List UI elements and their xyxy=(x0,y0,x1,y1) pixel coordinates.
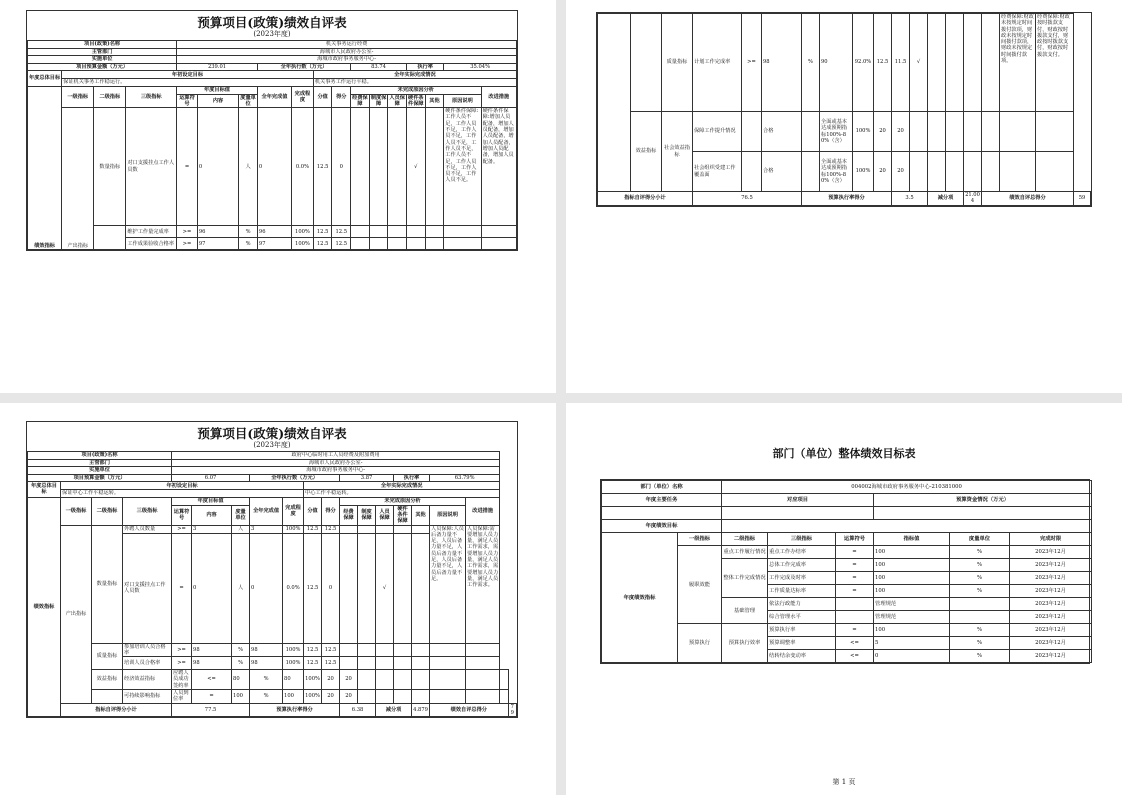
value-subtotal: 76.5 xyxy=(693,192,802,206)
label-bud: 预算资金情况（万元） xyxy=(874,494,1092,507)
page-subtitle: (2023年度) xyxy=(253,30,291,38)
row-val: 5 xyxy=(874,637,950,650)
row-deg: 0.0% xyxy=(283,533,304,643)
th-val: 指标值 xyxy=(874,533,950,546)
row-op: = xyxy=(836,624,874,637)
value-subtotal: 77.5 xyxy=(172,703,250,717)
th-score-max: 分值 xyxy=(313,86,332,108)
value-goal: 保证机关事务工作稳运行。 xyxy=(62,78,314,86)
row-l3: 应聘人员成功签约率 xyxy=(172,670,192,690)
value-proj: 机关事务运行经费 xyxy=(177,41,517,49)
row-l3: 结转结余变动率 xyxy=(768,650,836,663)
page-2 xyxy=(566,0,1122,393)
row-max: 12.5 xyxy=(304,643,322,657)
row-op: >= xyxy=(172,657,192,670)
row-score: 11.5 xyxy=(892,14,910,112)
row-op: = xyxy=(192,690,232,704)
value-total: 79 xyxy=(508,703,516,717)
row-val: 98 xyxy=(192,643,232,657)
row-max: 20 xyxy=(874,112,892,152)
page-1 xyxy=(0,0,556,393)
overall-target-table xyxy=(601,480,1092,663)
row-unit: % xyxy=(950,585,1010,598)
row-l3: 总体工作完成率 xyxy=(768,559,836,572)
th-reason: 未完成原因分析 xyxy=(340,497,466,505)
row-l3: 参加培训人员合格率 xyxy=(123,643,172,657)
row-time: 2023年12月 xyxy=(1010,650,1092,663)
row-val: 80 xyxy=(232,670,250,690)
value-minus: 4.879 xyxy=(412,703,430,717)
page-4 xyxy=(566,403,1122,795)
row-unit xyxy=(950,598,1010,611)
label-total: 绩效自评总得分 xyxy=(430,703,509,717)
row-deg: 100% xyxy=(283,657,304,670)
row-val: 100 xyxy=(232,690,250,704)
row-unit: 人 xyxy=(232,525,250,533)
th-score-max: 分值 xyxy=(304,497,322,525)
row-l3: 对口支援挂点工作人员数 xyxy=(123,533,172,643)
row-op: >= xyxy=(172,643,192,657)
cell-b4: 预算执行效率 xyxy=(722,624,768,663)
row-val: 0 xyxy=(192,533,232,643)
row-val: 管理规范 xyxy=(874,611,950,624)
row-val: 100 xyxy=(874,585,950,598)
th-content: 内容 xyxy=(192,505,232,525)
row-unit: % xyxy=(950,546,1010,559)
row-time: 2023年12月 xyxy=(1010,546,1092,559)
label-subtotal: 指标自评得分小计 xyxy=(61,703,172,717)
row-done: 3 xyxy=(250,525,283,533)
page-number: 第 1 页 xyxy=(832,778,856,786)
cell-social: 社会效益指标 xyxy=(662,112,693,192)
row-val: 合格 xyxy=(762,152,802,192)
row-op: <= xyxy=(836,650,874,663)
label-unit: 实施单位 xyxy=(28,56,177,64)
value-bud-score: 6.38 xyxy=(340,703,376,717)
row-improve: 硬件条件保障:增加人员配备，增加人员配备，增加人员配备，增加人员配备，增加人员配备，增加人员配备。 xyxy=(481,108,516,226)
row-done: 全面或基本达成预期指标100%-80%（含） xyxy=(820,152,853,192)
row-unit: % xyxy=(950,572,1010,585)
row-reason: 经费保障:财政未按规定时间拨付款项，财政未按规定时间拨付款项，财政未按规定时间拨付款项。 xyxy=(1000,14,1036,112)
row-score: 12.5 xyxy=(332,238,351,250)
cell-output: 产出指标 xyxy=(61,525,92,703)
row-score: 0 xyxy=(322,533,340,643)
th-r2: 制度保障 xyxy=(370,94,387,107)
row-max: 12.5 xyxy=(304,525,322,533)
row-time: 2023年12月 xyxy=(1010,572,1092,585)
th-l1: 一级指标 xyxy=(61,497,92,525)
label-unit: 实施单位 xyxy=(28,467,172,475)
row-unit: % xyxy=(239,238,258,250)
row-val: 3 xyxy=(192,525,232,533)
th-l2: 二级指标 xyxy=(92,497,123,525)
row-done: 80 xyxy=(283,670,304,690)
row-max: 12.5 xyxy=(304,657,322,670)
row-deg: 100% xyxy=(292,238,314,250)
cell-b2: 整体工作完成情况 xyxy=(722,559,768,598)
row-l2: 经济效益指标 xyxy=(123,670,172,690)
row-deg: 100% xyxy=(304,690,322,704)
label-unit: 部门（单位）名称 xyxy=(602,481,722,494)
row-op: = xyxy=(836,572,874,585)
row-val: 0 xyxy=(197,108,238,226)
value-total: 59 xyxy=(1074,192,1091,206)
th-r5: 其他 xyxy=(425,94,444,108)
row-op: = xyxy=(177,108,198,226)
row-unit: 人 xyxy=(232,533,250,643)
label-budget: 项目预算金额（万元） xyxy=(28,474,172,482)
label-rate: 执行率 xyxy=(407,63,444,71)
row-done: 100 xyxy=(283,690,304,704)
row-score: 20 xyxy=(892,152,910,192)
row-done: 98 xyxy=(250,657,283,670)
row-l3: 培训人员合格率 xyxy=(123,657,172,670)
value-bud-score: 3.5 xyxy=(892,192,928,206)
label-budget: 项目预算金额（万元） xyxy=(28,63,177,71)
th-degree: 完成程度 xyxy=(292,86,314,108)
row-done: 98 xyxy=(250,643,283,657)
th-target: 年度目标值 xyxy=(172,497,250,505)
row-score: 20 xyxy=(892,112,910,152)
row-op: <= xyxy=(836,637,874,650)
cell-effect: 效益指标 xyxy=(631,112,662,192)
row-max: 12.5 xyxy=(313,108,332,226)
cell-qty: 数量指标 xyxy=(92,525,123,643)
row-score: 20 xyxy=(340,670,358,690)
row-op: = xyxy=(836,546,874,559)
cell-b3: 基础管理 xyxy=(722,598,768,624)
value-exec: 83.74 xyxy=(351,63,407,71)
row-max: 20 xyxy=(322,670,340,690)
th-score: 得分 xyxy=(322,497,340,525)
row-check: √ xyxy=(376,533,394,643)
th-unit: 度量单位 xyxy=(232,505,250,525)
label-goal: 年度总体目标 xyxy=(28,482,61,497)
th-l3: 三级指标 xyxy=(126,86,177,108)
value-dept: 海城市人民政府办公室- xyxy=(172,459,500,467)
row-deg: 92.0% xyxy=(853,14,874,112)
row-deg: 100% xyxy=(853,112,874,152)
cell-qty: 数量指标 xyxy=(94,108,126,226)
page-title: 部门（单位）整体绩效目标表 xyxy=(772,447,916,460)
row-op: = xyxy=(172,533,192,643)
row-deg: 100% xyxy=(304,670,322,690)
label-dept: 主管部门 xyxy=(28,459,172,467)
row-reason: 人员保障:人员后备力量不足，人员后备力量不足，人员后备力量不足，人员后备力量不足，人员后备力量不足。 xyxy=(430,525,466,643)
row-val: 96 xyxy=(197,226,238,238)
row-l3: 维护工作量完成率 xyxy=(126,226,177,238)
label-dept: 主管部门 xyxy=(28,48,177,56)
label-perf: 绩效指标 xyxy=(28,497,61,717)
page-subtitle: (2023年度) xyxy=(253,441,291,449)
cell-b1: 重点工作履行情况 xyxy=(722,546,768,559)
value-exec: 3.87 xyxy=(340,474,394,482)
value-budget: 239.01 xyxy=(177,63,258,71)
row-l3: 重点工作办结率 xyxy=(768,546,836,559)
th-content: 内容 xyxy=(197,94,238,108)
row-unit: % xyxy=(950,559,1010,572)
value-unit: 海城市政府事务服务中心- xyxy=(172,467,500,475)
cell-quality: 质量指标 xyxy=(662,14,693,112)
row-deg: 100% xyxy=(283,643,304,657)
row-l3: 预算调整率 xyxy=(768,637,836,650)
label-perf: 年度绩效指标 xyxy=(602,533,678,663)
label-actual: 全年实际完成情况 xyxy=(313,71,516,79)
th-done: 全年完成值 xyxy=(250,497,283,525)
value-rate: 63.79% xyxy=(430,474,500,482)
row-score: 0 xyxy=(332,108,351,226)
label-total: 绩效自评总得分 xyxy=(982,192,1074,206)
page-3 xyxy=(0,403,556,795)
label-goal: 年度绩效目标 xyxy=(602,520,722,533)
row-deg: 100% xyxy=(283,525,304,533)
row-op: >= xyxy=(177,238,198,250)
row-l2: 可持续影响指标 xyxy=(123,690,172,704)
row-unit: % xyxy=(950,637,1010,650)
label-bud-score: 预算执行率得分 xyxy=(802,192,892,206)
th-r1: 经费保障 xyxy=(340,505,358,525)
th-op: 运算符号 xyxy=(172,505,192,525)
value-budget: 6.07 xyxy=(172,474,250,482)
label-proj: 项目(政策)名称 xyxy=(28,41,177,49)
label-perf: 绩效指标 xyxy=(28,86,62,250)
row-unit: % xyxy=(232,657,250,670)
th-l2: 二级指标 xyxy=(94,86,126,108)
row-deg: 100% xyxy=(853,152,874,192)
row-score: 12.5 xyxy=(332,226,351,238)
row-reason: 硬件条件保障:工作人员不足，工作人员不足，工作人员不足，工作人员不足，工作人员不足，工作人员不足，工作人员不足，工作人员不足，工作人员不足。 xyxy=(444,108,481,226)
row-done: 90 xyxy=(820,14,853,112)
label-exec: 全年执行数（万元） xyxy=(257,63,350,71)
row-val: 100 xyxy=(874,624,950,637)
row-time: 2023年12月 xyxy=(1010,624,1092,637)
row-unit: 人 xyxy=(239,108,258,226)
row-done: 96 xyxy=(257,226,291,238)
row-max: 12.5 xyxy=(304,533,322,643)
row-improve: 经费保障:财政按时拨款支付，财政按时拨款支付，财政按时拨款支付，财政按时拨款支付。 xyxy=(1036,14,1074,112)
row-unit: % xyxy=(950,624,1010,637)
row-val: 100 xyxy=(874,559,950,572)
label-task: 年度主要任务 xyxy=(602,494,722,507)
th-r4: 硬件条件保障 xyxy=(408,94,424,107)
label-minus: 减分项 xyxy=(928,192,964,206)
row-l3: 社会组织受建工作覆盖面 xyxy=(693,152,742,192)
row-check: √ xyxy=(910,14,928,112)
row-l3: 工作完成及时率 xyxy=(768,572,836,585)
row-score: 20 xyxy=(340,690,358,704)
row-done: 全面或基本达成预期指标100%-80%（含） xyxy=(820,112,853,152)
row-deg: 100% xyxy=(292,226,314,238)
row-unit: % xyxy=(250,670,283,690)
row-done: 0 xyxy=(250,533,283,643)
th-time: 完成时限 xyxy=(1010,533,1092,546)
th-score: 得分 xyxy=(332,86,351,108)
row-l3: 保障工作提升情况 xyxy=(693,112,742,152)
row-val: 管理规范 xyxy=(874,598,950,611)
th-r4: 硬件条件保障 xyxy=(394,505,412,525)
th-r3: 人员保障 xyxy=(376,505,394,525)
th-improve: 改进措施 xyxy=(466,497,500,525)
row-op: >= xyxy=(177,226,198,238)
th-l1: 一级指标 xyxy=(62,86,94,108)
th-op: 运算符号 xyxy=(177,94,198,108)
row-op: >= xyxy=(742,14,762,112)
th-op: 运算符号 xyxy=(836,533,874,546)
row-unit: % xyxy=(232,643,250,657)
row-unit: % xyxy=(802,14,820,112)
label-plan-goal: 年初设定目标 xyxy=(61,482,304,490)
th-improve: 改进措施 xyxy=(481,86,516,108)
row-l3: 外聘人员数量 xyxy=(123,525,172,533)
row-time: 2023年12月 xyxy=(1010,611,1092,624)
cell-quality: 质量指标 xyxy=(92,643,123,670)
row-unit: % xyxy=(250,690,283,704)
row-val: 100 xyxy=(874,546,950,559)
cell-effect: 效益指标 xyxy=(92,670,123,690)
th-r1: 经费保障 xyxy=(352,94,368,107)
label-minus: 减分项 xyxy=(376,703,412,717)
row-max: 12.5 xyxy=(874,14,892,112)
row-val: 97 xyxy=(197,238,238,250)
row-val: 98 xyxy=(192,657,232,670)
row-op: = xyxy=(836,585,874,598)
th-r6: 原因说明 xyxy=(444,94,481,108)
value-actual: 中心工作平稳运转。 xyxy=(304,489,500,497)
row-done: 97 xyxy=(257,238,291,250)
row-unit: % xyxy=(239,226,258,238)
row-max: 12.5 xyxy=(313,238,332,250)
row-op: = xyxy=(836,559,874,572)
th-r2: 制度保障 xyxy=(358,505,376,525)
row-val: 合格 xyxy=(762,112,802,152)
row-l3: 综合管理水平 xyxy=(768,611,836,624)
row-unit: % xyxy=(950,650,1010,663)
row-deg: 0.0% xyxy=(292,108,314,226)
label-bud-score: 预算执行率得分 xyxy=(250,703,340,717)
row-done: 0 xyxy=(257,108,291,226)
cell-a1: 履职效能 xyxy=(678,546,722,624)
row-unit xyxy=(950,611,1010,624)
row-score: 12.5 xyxy=(322,643,340,657)
page-title: 预算项目(政策)绩效自评表 xyxy=(197,426,347,441)
row-max: 20 xyxy=(874,152,892,192)
value-unit: 海城市政府事务服务中心- xyxy=(177,56,517,64)
value-dept: 海城市人民政府办公室- xyxy=(177,48,517,56)
row-op: <= xyxy=(192,670,232,690)
row-check: √ xyxy=(407,108,426,226)
row-val: 98 xyxy=(762,14,802,112)
row-time: 2023年12月 xyxy=(1010,559,1092,572)
row-max: 12.5 xyxy=(313,226,332,238)
row-l3: 工作质量达标率 xyxy=(768,585,836,598)
th-degree: 完成程度 xyxy=(283,497,304,525)
row-l3: 预算执行率 xyxy=(768,624,836,637)
th-l2: 二级指标 xyxy=(722,533,768,546)
row-l3: 人员到位率 xyxy=(172,690,192,704)
row-max: 20 xyxy=(322,690,340,704)
value-proj: 政府中心临时用工人员经费及附加费用 xyxy=(172,452,500,460)
th-r6: 原因说明 xyxy=(430,505,466,525)
value-actual: 机关事务工作运行平稳。 xyxy=(313,78,516,86)
label-exec: 全年执行数（万元） xyxy=(250,474,340,482)
row-l3: 计划工作完成率 xyxy=(693,14,742,112)
row-val: 0 xyxy=(874,650,950,663)
row-op xyxy=(836,598,874,611)
label-actual: 全年实际完成情况 xyxy=(304,482,500,490)
row-op xyxy=(836,611,874,624)
self-eval-table xyxy=(27,40,517,250)
label-proj: 对应项目 xyxy=(722,494,874,507)
row-l3: 工作成果验收合格率 xyxy=(126,238,177,250)
th-unit: 度量单位 xyxy=(950,533,1010,546)
label-proj: 项目(政策)名称 xyxy=(28,452,172,460)
row-improve: 人员保障:需要增加人员力量，满足人员工作需求，需要增加人员力量，满足人员工作需求，需要增加人员力量，满足人员工作需求。 xyxy=(466,525,500,643)
row-l3: 依法行政能力 xyxy=(768,598,836,611)
th-r3: 人员保障 xyxy=(389,94,405,107)
self-eval-table-cont xyxy=(597,13,1091,206)
label-goal: 年度总体目标 xyxy=(28,71,62,86)
value-unit: 004002海城市政府事务服务中心-210381000 xyxy=(722,481,1092,494)
label-rate: 执行率 xyxy=(394,474,430,482)
th-l1: 一级指标 xyxy=(678,533,722,546)
th-target: 年度目标值 xyxy=(177,86,258,94)
label-plan-goal: 年初设定目标 xyxy=(62,71,314,79)
row-val: 100 xyxy=(874,572,950,585)
value-minus: 21.004 xyxy=(965,192,980,205)
th-r5: 其他 xyxy=(412,505,430,525)
th-done: 全年完成值 xyxy=(257,86,291,108)
th-l3: 三级指标 xyxy=(123,497,172,525)
row-time: 2023年12月 xyxy=(1010,585,1092,598)
th-reason: 未完成原因分析 xyxy=(351,86,481,94)
label-subtotal: 指标自评得分小计 xyxy=(598,192,693,206)
th-l3: 三级指标 xyxy=(768,533,836,546)
value-goal: 保证中心工作平稳运转。 xyxy=(61,489,304,497)
cell-a2: 预算执行 xyxy=(678,624,722,663)
row-time: 2023年12月 xyxy=(1010,598,1092,611)
row-score: 12.5 xyxy=(322,657,340,670)
cell-output: 产出指标 xyxy=(62,108,94,250)
row-score: 12.5 xyxy=(322,525,340,533)
row-time: 2023年12月 xyxy=(1010,637,1092,650)
th-unit: 度量单位 xyxy=(240,94,256,107)
row-l3: 对口支援挂点工作人员数 xyxy=(126,108,177,226)
row-op: >= xyxy=(172,525,192,533)
self-eval-table-2 xyxy=(27,451,517,717)
value-rate: 35.04% xyxy=(444,63,517,71)
page-title: 预算项目(政策)绩效自评表 xyxy=(197,15,347,30)
